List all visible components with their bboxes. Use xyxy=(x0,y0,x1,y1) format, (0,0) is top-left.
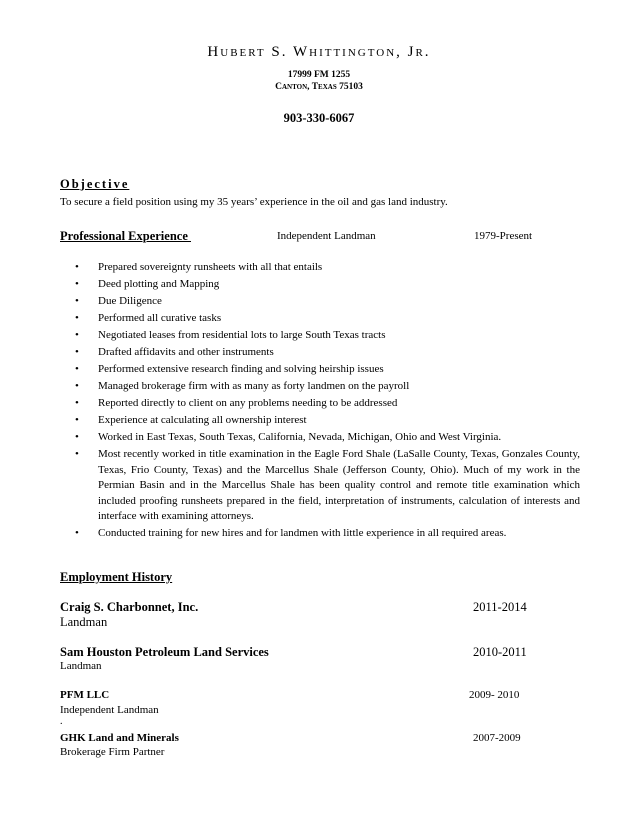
job-company: Craig S. Charbonnet, Inc. xyxy=(60,600,199,614)
bullet-icon: • xyxy=(75,527,79,539)
professional-experience-dates: 1979-Present xyxy=(474,230,533,242)
professional-experience-heading: Professional Experience xyxy=(60,229,191,243)
objective-heading: Objective xyxy=(60,177,130,191)
list-item xyxy=(60,260,580,276)
bullet-text: Performed all curative tasks xyxy=(98,312,222,324)
job-role: Brokerage Firm Partner xyxy=(60,746,165,758)
bullet-text: Prepared sovereignty runsheets with all that entails xyxy=(98,261,323,273)
resume-name: Hubert S. Whittington, Jr. xyxy=(207,44,431,60)
experience-bullet-list xyxy=(60,260,580,543)
job-entry xyxy=(60,732,580,758)
list-item xyxy=(60,447,580,525)
bullet-icon: • xyxy=(75,295,79,307)
bullet-icon: • xyxy=(75,312,79,324)
bullet-text: Managed brokerage firm with as many as forty landmen on the payroll xyxy=(98,380,410,392)
job-entry xyxy=(60,645,580,672)
list-item xyxy=(60,526,580,542)
bullet-text: Conducted training for new hires and for landmen with little experience in all required areas. xyxy=(98,527,507,539)
job-dates: 2009- 2010 xyxy=(469,689,520,701)
bullet-icon: • xyxy=(75,431,79,443)
bullet-text: Reported directly to client on any problems needing to be addressed xyxy=(98,397,398,409)
job-company: PFM LLC xyxy=(60,689,110,701)
bullet-text: Performed extensive research finding and solving heirship issues xyxy=(98,363,384,375)
employment-history-heading: Employment History xyxy=(60,570,173,584)
bullet-text: Due Diligence xyxy=(98,295,162,307)
objective-text: To secure a field position using my 35 years’ experience in the oil and gas land industry. xyxy=(60,196,448,208)
list-item xyxy=(60,362,580,378)
address-line-2: Canton, Texas 75103 xyxy=(275,82,363,92)
job-dates: 2007-2009 xyxy=(473,732,521,744)
bullet-icon: • xyxy=(75,380,79,392)
list-item xyxy=(60,277,580,293)
bullet-icon: • xyxy=(75,363,79,375)
job-role: Landman xyxy=(60,660,102,672)
professional-experience-role: Independent Landman xyxy=(277,230,376,242)
job-dates: 2011-2014 xyxy=(473,600,527,614)
list-item xyxy=(60,294,580,310)
job-entry xyxy=(60,689,580,716)
list-item xyxy=(60,379,580,395)
job-company: Sam Houston Petroleum Land Services xyxy=(60,645,269,659)
job-entry xyxy=(60,600,580,630)
bullet-icon: • xyxy=(75,414,79,426)
address-line-1: 17999 FM 1255 xyxy=(287,70,351,80)
bullet-text: Negotiated leases from residential lots to large South Texas tracts xyxy=(98,329,386,341)
job-company: GHK Land and Minerals xyxy=(60,732,179,744)
list-item xyxy=(60,328,580,344)
list-item xyxy=(60,396,580,412)
bullet-icon: • xyxy=(75,397,79,409)
list-item xyxy=(60,413,580,429)
bullet-text: Most recently worked in title examination in the Eagle Ford Shale (LaSalle County, Texas, Gonzales County, Texas, Frio County, Texas) and the Marcellus Shale (Jefferson County, Ohio). Much of my work in the Permian Basin and in the Marcellus Shale has been quality control and remote title examination which included proofing runsheets prepared in the field, interpretation of instruments, calculation of interests and interface with examining attorneys. xyxy=(98,448,580,522)
bullet-icon: • xyxy=(75,278,79,290)
bullet-text: Drafted affidavits and other instruments xyxy=(98,346,274,358)
list-item xyxy=(60,345,580,361)
bullet-icon: • xyxy=(75,329,79,341)
list-item xyxy=(60,430,580,446)
bullet-text: Experience at calculating all ownership interest xyxy=(98,414,307,426)
bullet-icon: • xyxy=(75,261,79,273)
job-dates: 2010-2011 xyxy=(473,645,527,659)
job-role: Landman xyxy=(60,615,108,629)
separator-dot: . xyxy=(60,716,63,727)
job-role: Independent Landman xyxy=(60,704,159,716)
list-item xyxy=(60,311,580,327)
bullet-icon: • xyxy=(75,346,79,358)
bullet-icon: • xyxy=(75,448,79,460)
bullet-text: Deed plotting and Mapping xyxy=(98,278,220,290)
phone-number: 903-330-6067 xyxy=(283,111,355,125)
bullet-text: Worked in East Texas, South Texas, California, Nevada, Michigan, Ohio and West Virginia. xyxy=(98,431,502,443)
